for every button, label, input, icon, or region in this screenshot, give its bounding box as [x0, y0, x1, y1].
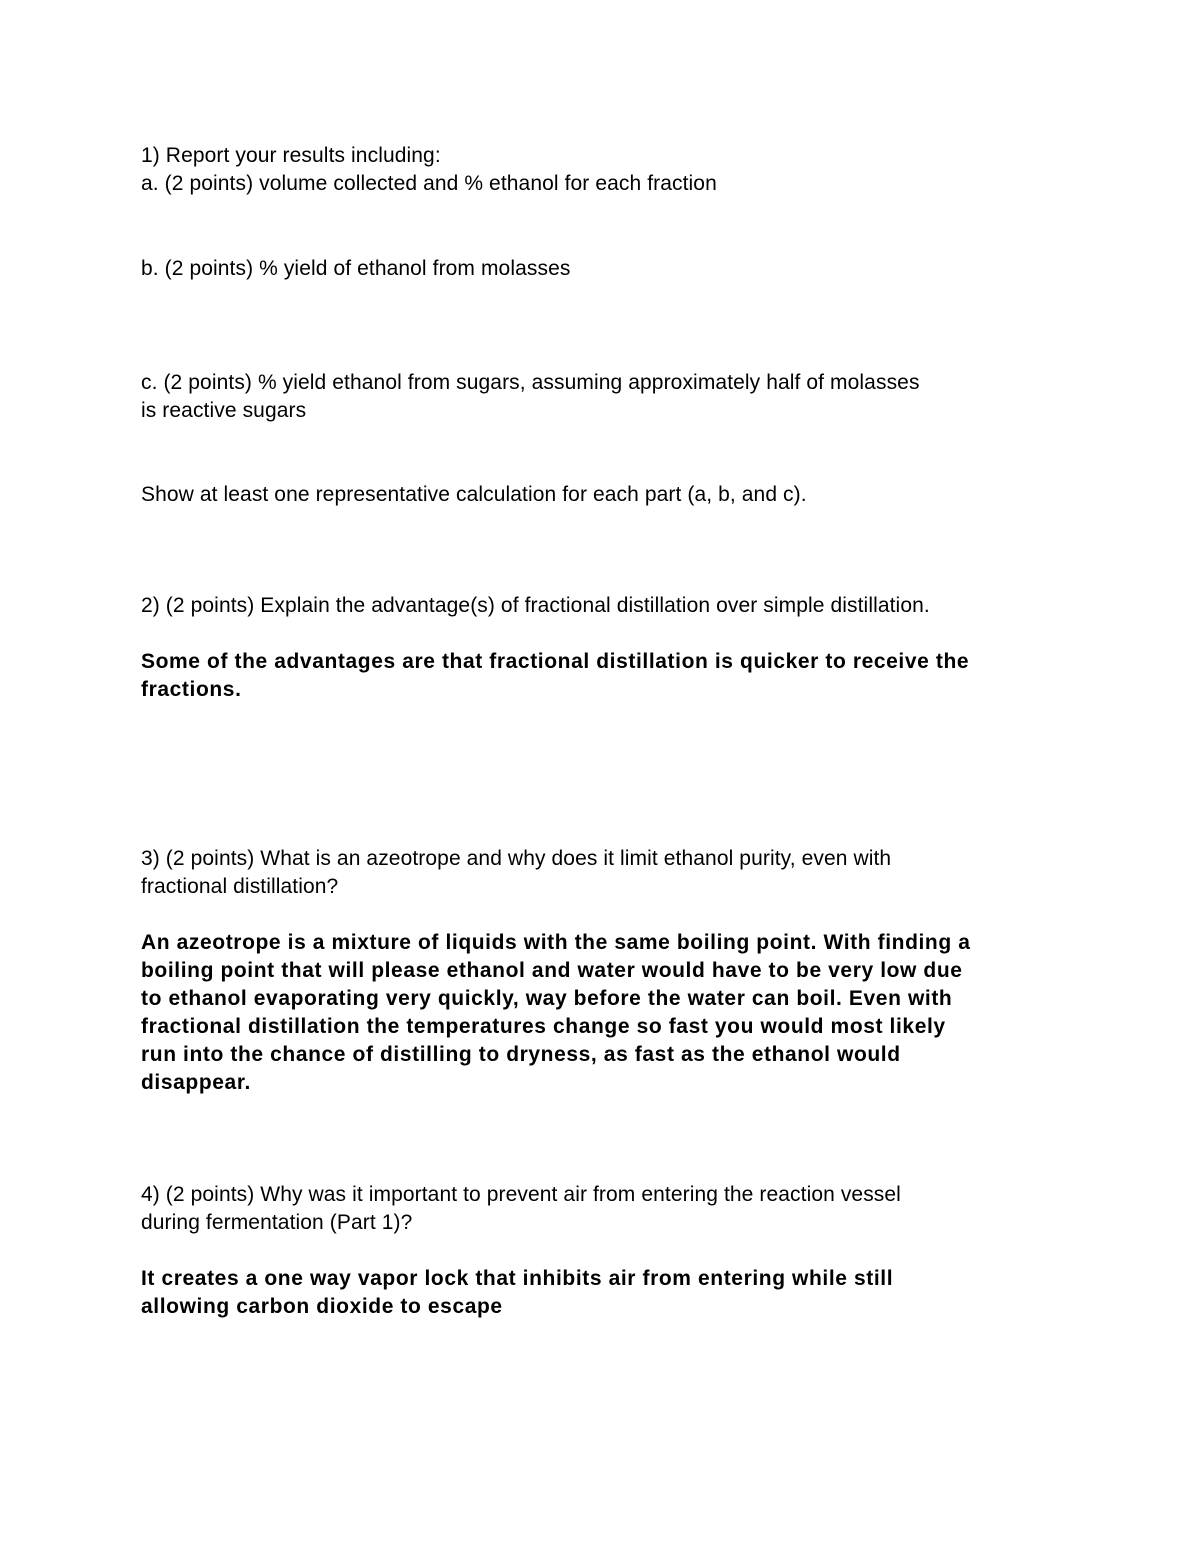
q1-show-calculation: Show at least one representative calculation for each part (a, b, and c).	[141, 483, 807, 506]
q4-question-line-1: 4) (2 points) Why was it important to prevent air from entering the reaction vessel	[141, 1183, 901, 1206]
q1-part-c-line-1: c. (2 points) % yield ethanol from sugars, assuming approximately half of molasses	[141, 371, 920, 394]
q4-answer-line-2: allowing carbon dioxide to escape	[141, 1295, 503, 1318]
q3-answer-line-1: An azeotrope is a mixture of liquids with the same boiling point. With finding a	[141, 931, 971, 954]
q2-answer-line-2: fractions.	[141, 678, 242, 701]
q2-answer-line-1: Some of the advantages are that fractional distillation is quicker to receive the	[141, 650, 970, 673]
q1-part-a: a. (2 points) volume collected and % ethanol for each fraction	[141, 172, 717, 195]
q3-answer-line-5: run into the chance of distilling to dryness, as fast as the ethanol would	[141, 1043, 901, 1066]
q3-answer-line-3: to ethanol evaporating very quickly, way before the water can boil. Even with	[141, 987, 953, 1010]
q4-question-line-2: during fermentation (Part 1)?	[141, 1211, 413, 1234]
q3-answer-line-6: disappear.	[141, 1071, 251, 1094]
q3-answer-line-2: boiling point that will please ethanol and water would have to be very low due	[141, 959, 963, 982]
q4-answer-line-1: It creates a one way vapor lock that inhibits air from entering while still	[141, 1267, 894, 1290]
q2-question: 2) (2 points) Explain the advantage(s) of fractional distillation over simple distillation.	[141, 594, 930, 617]
q1-part-c-line-2: is reactive sugars	[141, 399, 307, 422]
q1-intro: 1) Report your results including:	[141, 144, 441, 167]
q1-part-b: b. (2 points) % yield of ethanol from molasses	[141, 257, 571, 280]
q3-answer-line-4: fractional distillation the temperatures change so fast you would most likely	[141, 1015, 946, 1038]
q3-question-line-2: fractional distillation?	[141, 875, 339, 898]
q3-question-line-1: 3) (2 points) What is an azeotrope and why does it limit ethanol purity, even with	[141, 847, 892, 870]
